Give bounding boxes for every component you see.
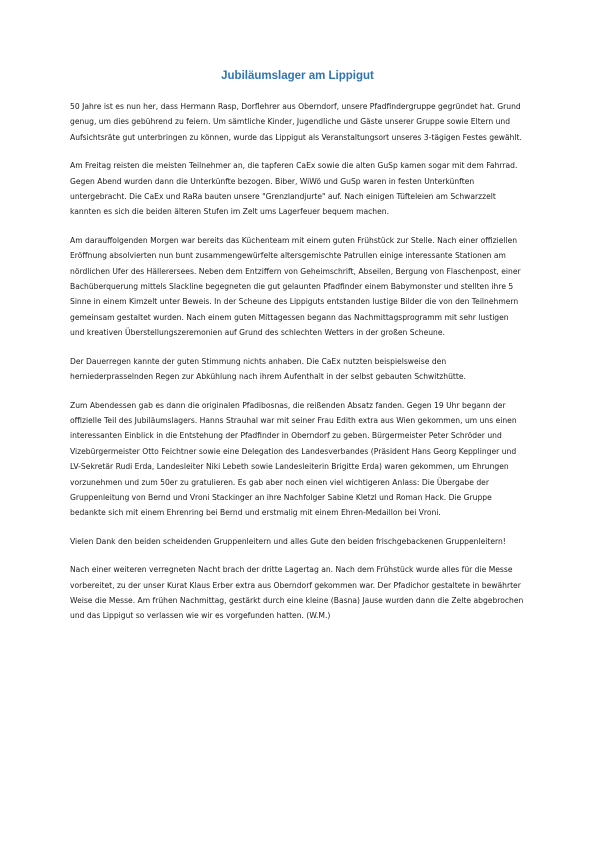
paragraph-rain: Der Dauerregen kannte der guten Stimmung nichts anhaben. Die CaEx nutzten beispielsweise den herniederprasselnden Regen zur Abkühlung nach ihrem Aufenthalt in der selbst gebauten Schwitzhütte.	[70, 356, 466, 382]
paragraph-intro: 50 Jahre ist es nun her, dass Hermann Rasp, Dorflehrer aus Oberndorf, unsere Pfadfindergruppe gegründet hat. Grund genug, um dies gebührend zu feiern. Um sämtliche Kinder, Jugendliche und Gäste unserer Gruppe sowie Eltern und Aufsichtsräte gut unterbringen zu können, wurde das Lippigut als Veranstaltungsort unseres 3-tägigen Festes gewählt.	[70, 102, 522, 142]
paragraph-thanks: Vielen Dank den beiden scheidenden Gruppenleitern und alles Gute den beiden frischgebackenen Gruppenleitern!	[70, 536, 506, 546]
paragraph-saturday-morning: Am darauffolgenden Morgen war bereits das Küchenteam mit einem guten Frühstück zur Stelle. Nach einer offiziellen Eröffnung absolvierten nun bunt zusammengewürfelte altersgemischte Patrullen einige interessante Stationen am nördlichen Ufer des Hällerersees. Neben dem Entziffern von Geheimschrift, Abseilen, Bergung von Flaschenpost, einer Bachüberquerung mittels Slackline begegneten die gut gelaunten Pfadfinder einem Babymonster und stellten ihre 5 Sinne in einem Kimzelt unter Beweis. In der Scheune des Lippiguts entstanden lustige Bilder die von den Teilnehmern gemeinsam gestaltet wurden. Nach einem guten Mittagessen begann das Nachmittagsprogramm mit sehr lustigen und kreativen Überstellungszeremonien auf Grund des schlechten Wetters in der großen Scheune.	[70, 235, 521, 338]
paragraph-evening: Zum Abendessen gab es dann die originalen Pfadibosnas, die reißenden Absatz fanden. Gegen 19 Uhr begann der offizielle Teil des Jubiläumslagers. Hanns Strauhal war mit seiner Frau Edith extra aus Wien gekommen, um uns einen interessanten Einblick in die Entstehung der Pfadfinder in Oberndorf zu geben. Bürgermeister Peter Schröder und Vizebürgermeister Otto Feichtner sowie eine Delegation des Landesverbandes (Präsident Hans Georg Kepplinger und LV-Sekretär Rudi Erda, Landesleiter Niki Lebeth sowie Landesleiterin Brigitte Erda) waren gekommen, um Ehrungen vorzunehmen und zum 50er zu gratulieren. Es gab aber noch einen viel wichtigeren Anlass: Die Übergabe der Gruppenleitung von Bernd und Vroni Stackinger an ihre Nachfolger Sabine Kletzl und Roman Hack. Die Gruppe bedankte sich mit einem Ehrenring bei Bernd und erstmalig mit einem Ehren-Medaillon bei Vroni.	[70, 400, 517, 518]
paragraph-friday: Am Freitag reisten die meisten Teilnehmer an, die tapferen CaEx sowie die alten GuSp kamen sogar mit dem Fahrrad. Gegen Abend wurden dann die Unterkünfte bezogen. Biber, WiWö und GuSp waren in festen Unterkünften untergebracht. Die CaEx und RaRa bauten unsere "Grenzlandjurte" auf. Nach einigen Tüfteleien am Schwarzzelt kannten es sich die beiden älteren Stufen im Zelt ums Lagerfeuer bequem machen.	[70, 161, 518, 217]
paragraph-sunday: Nach einer weiteren verregneten Nacht brach der dritte Lagertag an. Nach dem Frühstück wurde alles für die Messe vorbereitet, zu der unser Kurat Klaus Erber extra aus Oberndorf gekommen war. Der Pfadichor gestaltete in bewährter Weise die Messe. Am frühen Nachmittag, gestärkt durch eine kleine (Basna) Jause wurden dann die Zelte abgebrochen und das Lippigut so verlassen wie wir es vorgefunden hatten. (W.M.)	[70, 565, 524, 621]
document-body	[70, 99, 525, 637]
document-title: Jubiläumslager am Lippigut	[221, 70, 374, 82]
